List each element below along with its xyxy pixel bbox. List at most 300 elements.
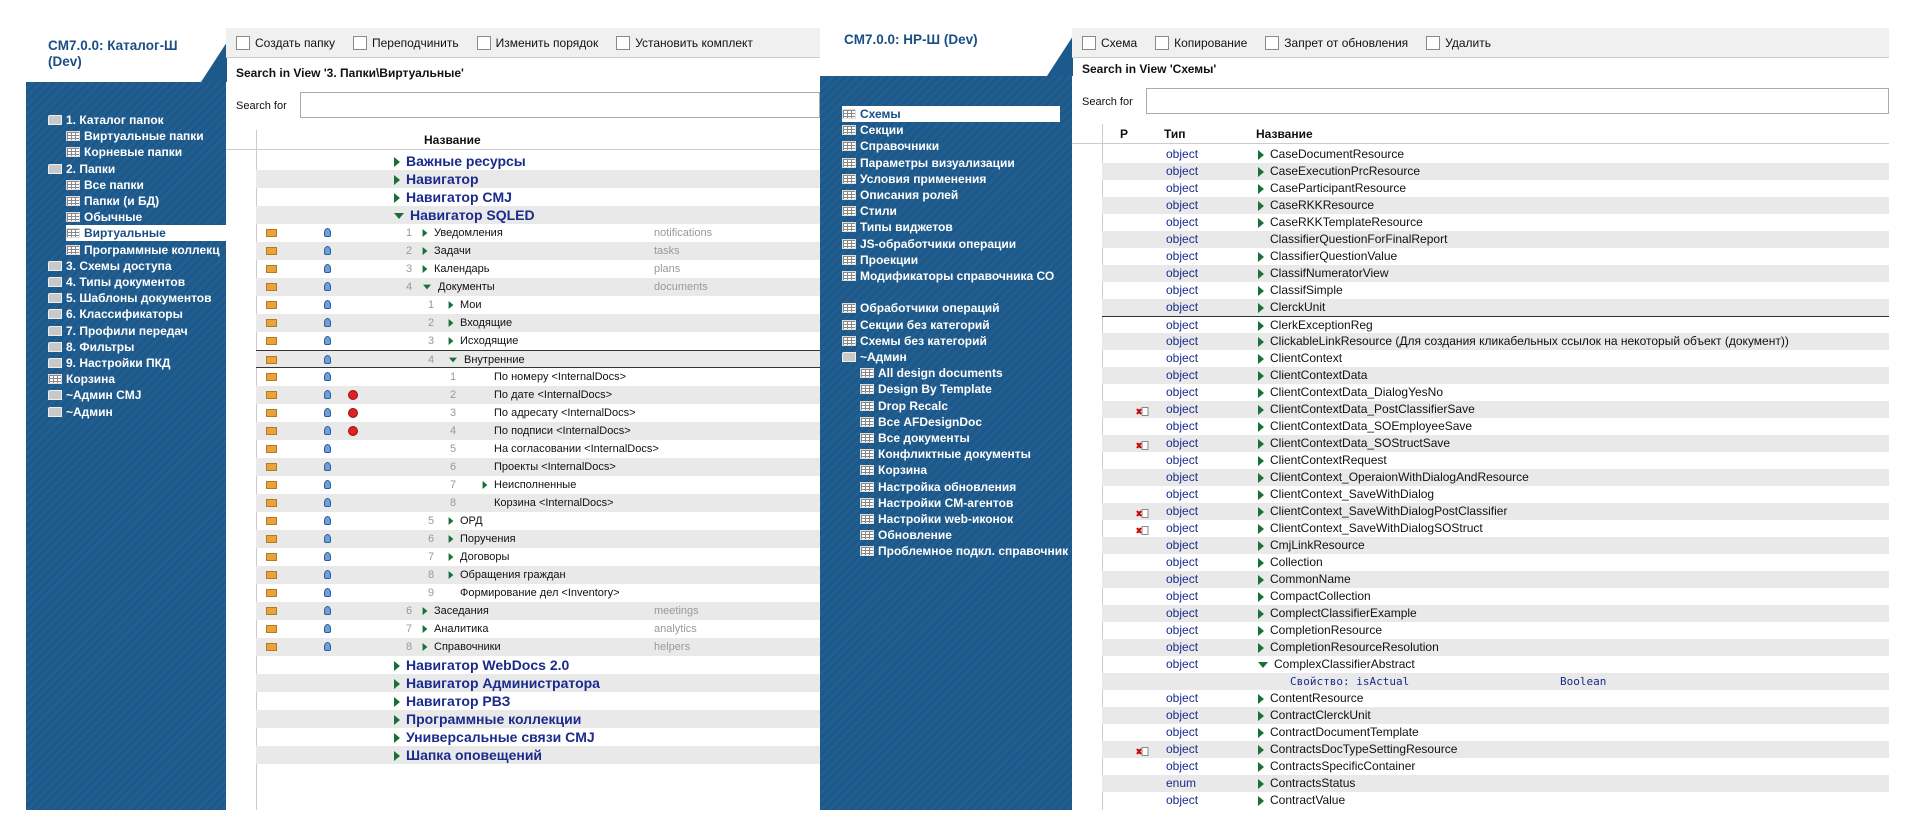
row-label-wrap	[448, 332, 518, 350]
table-row[interactable]	[1102, 588, 1889, 605]
table-row[interactable]	[1102, 418, 1889, 435]
table-row[interactable]	[1102, 316, 1889, 333]
expand-right-icon[interactable]	[423, 607, 428, 615]
nav-item[interactable]	[66, 193, 159, 209]
row-number: 9	[428, 587, 435, 599]
table-row[interactable]	[1102, 435, 1889, 452]
row-name: ClientContextData_SOEmployeeSave	[1270, 419, 1473, 433]
expand-right-icon[interactable]	[1258, 388, 1264, 398]
table-row[interactable]	[256, 224, 820, 242]
table-row[interactable]	[256, 656, 820, 674]
grid-icon	[842, 336, 856, 346]
table-row[interactable]	[256, 314, 820, 332]
nav-item[interactable]	[66, 128, 204, 144]
nav-item-label: 1. Каталог папок	[66, 113, 164, 127]
table-row[interactable]	[1102, 537, 1889, 554]
left-col-name-header[interactable]: Название	[424, 133, 481, 147]
nav-item[interactable]	[860, 527, 952, 543]
folder-icon	[48, 326, 62, 336]
row-name-wrap	[1258, 350, 1342, 367]
row-name-wrap	[1258, 639, 1439, 656]
nav-item[interactable]	[860, 543, 1068, 559]
table-row[interactable]	[1102, 214, 1889, 231]
left-search-input[interactable]	[300, 92, 820, 118]
table-row[interactable]	[256, 278, 820, 296]
row-label: Корзина <InternalDocs>	[494, 497, 614, 509]
expand-right-icon[interactable]	[1258, 218, 1264, 228]
row-type: object	[1166, 164, 1199, 178]
pin-icon	[324, 642, 331, 651]
expand-right-icon[interactable]	[394, 715, 400, 725]
table-row[interactable]	[256, 206, 820, 224]
row-label: Входящие	[460, 317, 513, 329]
row-label: Важные ресурсы	[406, 153, 526, 169]
nav-item[interactable]	[48, 387, 141, 403]
nav-item-label: Модификаторы справочника СО	[860, 269, 1055, 283]
expand-right-icon[interactable]	[1258, 405, 1264, 415]
row-label-wrap	[422, 260, 490, 278]
row-type: object	[1166, 657, 1199, 671]
table-row[interactable]	[1102, 231, 1889, 248]
folder-icon	[266, 319, 277, 327]
folder-icon	[266, 283, 277, 291]
expand-right-icon[interactable]	[394, 697, 400, 707]
row-type: object	[1166, 793, 1199, 807]
table-row[interactable]	[1102, 486, 1889, 503]
nav-item[interactable]	[860, 446, 1031, 462]
error-doc-icon	[1136, 507, 1149, 517]
table-row[interactable]	[1102, 163, 1889, 180]
table-row[interactable]	[1102, 741, 1889, 758]
left-grid-rows	[256, 152, 820, 810]
expand-right-icon[interactable]	[1258, 422, 1264, 432]
table-row[interactable]	[1102, 299, 1889, 316]
table-row[interactable]	[256, 530, 820, 548]
row-label-wrap	[394, 692, 510, 710]
nav-item-label: Настройка обновления	[878, 479, 1017, 494]
table-row[interactable]	[1102, 707, 1889, 724]
row-name-wrap	[1258, 486, 1434, 503]
table-row[interactable]	[1102, 503, 1889, 520]
row-label: Навигатор РВЗ	[406, 693, 511, 709]
expand-right-icon[interactable]	[1258, 490, 1264, 500]
row-type: object	[1166, 351, 1199, 365]
toolbar-button[interactable]	[1265, 36, 1408, 50]
row-number: 4	[406, 281, 413, 293]
expand-right-icon[interactable]	[483, 481, 488, 489]
row-number: 1	[428, 299, 435, 311]
right-col-p-header[interactable]: P	[1120, 127, 1129, 141]
table-row[interactable]	[256, 404, 820, 422]
row-number: 7	[450, 479, 457, 491]
nav-item[interactable]	[48, 306, 183, 322]
table-row[interactable]	[1102, 775, 1889, 792]
expand-right-icon[interactable]	[1258, 507, 1264, 517]
row-label: Шапка оповещений	[406, 747, 543, 763]
table-row[interactable]	[256, 296, 820, 314]
expand-right-icon[interactable]	[1258, 609, 1264, 619]
table-row[interactable]	[1102, 690, 1889, 707]
expand-right-icon[interactable]	[1258, 439, 1264, 449]
table-row[interactable]	[1102, 792, 1889, 809]
row-label: Навигатор SQLED	[410, 207, 535, 223]
table-row[interactable]	[1102, 639, 1889, 656]
table-row[interactable]	[1102, 469, 1889, 486]
folder-icon	[48, 358, 62, 368]
expand-right-icon[interactable]	[1258, 321, 1264, 331]
table-row[interactable]	[256, 188, 820, 206]
right-search-input[interactable]	[1146, 88, 1889, 114]
expand-right-icon[interactable]	[1258, 354, 1264, 364]
table-row[interactable]	[1102, 520, 1889, 537]
toolbar-button[interactable]	[477, 36, 599, 50]
row-type: object	[1166, 385, 1199, 399]
left-content	[226, 28, 820, 810]
table-row[interactable]	[1102, 265, 1889, 282]
expand-right-icon[interactable]	[1258, 626, 1264, 636]
expand-right-icon[interactable]	[423, 625, 428, 633]
row-label-wrap	[482, 404, 636, 422]
expand-right-icon[interactable]	[1258, 779, 1264, 789]
nav-item[interactable]	[860, 479, 1016, 495]
nav-item[interactable]	[48, 339, 134, 355]
toolbar-button[interactable]	[1426, 36, 1491, 50]
row-label-wrap	[394, 656, 569, 674]
right-sidebar	[820, 28, 1072, 810]
expand-right-icon[interactable]	[1258, 796, 1264, 806]
row-name: Collection	[1270, 555, 1323, 569]
row-label: Мои	[460, 299, 482, 311]
table-row[interactable]	[256, 458, 820, 476]
nav-item[interactable]	[842, 349, 907, 365]
right-col-type-header[interactable]: Тип	[1164, 127, 1186, 141]
expand-right-icon[interactable]	[394, 175, 400, 185]
table-row[interactable]	[256, 548, 820, 566]
table-row[interactable]	[256, 422, 820, 440]
nav-item-label: Настройки CM-агентов	[878, 495, 1014, 510]
row-number: 2	[406, 245, 413, 257]
expand-right-icon[interactable]	[423, 247, 428, 255]
table-row[interactable]	[256, 566, 820, 584]
expand-right-icon[interactable]	[1258, 643, 1264, 653]
grid-icon	[842, 222, 856, 232]
table-row[interactable]	[1102, 282, 1889, 299]
expand-right-icon[interactable]	[449, 535, 454, 543]
expand-right-icon[interactable]	[1258, 150, 1264, 160]
row-type: enum	[1166, 776, 1197, 790]
folder-open-icon	[48, 115, 62, 125]
grid-icon	[860, 401, 874, 411]
nav-item[interactable]	[860, 365, 1003, 381]
table-row[interactable]	[1102, 180, 1889, 197]
nav-item[interactable]	[48, 112, 164, 128]
expand-right-icon[interactable]	[394, 193, 400, 203]
grid-icon	[66, 228, 80, 238]
table-row[interactable]	[256, 584, 820, 602]
row-name-wrap	[1258, 707, 1371, 724]
expand-right-icon[interactable]	[1258, 575, 1264, 585]
expand-right-icon[interactable]	[423, 643, 428, 651]
nav-item[interactable]	[66, 209, 142, 225]
expand-right-icon[interactable]	[1258, 337, 1264, 347]
expand-right-icon[interactable]	[1258, 201, 1264, 211]
toolbar-action-icon	[236, 36, 250, 50]
row-name: ContractDocumentTemplate	[1270, 725, 1419, 739]
table-row[interactable]	[256, 512, 820, 530]
expand-right-icon[interactable]	[394, 157, 400, 167]
table-row[interactable]	[256, 728, 820, 746]
row-name: ContractValue	[1270, 793, 1346, 807]
expand-right-icon[interactable]	[1258, 762, 1264, 772]
expand-down-icon[interactable]	[1258, 662, 1268, 668]
nav-item[interactable]	[48, 258, 172, 274]
nav-item-label: Справочники	[860, 139, 940, 154]
nav-item[interactable]	[48, 290, 212, 306]
nav-item[interactable]	[66, 225, 226, 241]
expand-down-icon[interactable]	[394, 213, 404, 219]
row-name: CaseRKKResource	[1270, 198, 1375, 212]
pin-icon	[324, 372, 331, 381]
table-row[interactable]	[1102, 724, 1889, 741]
row-name: ClassifSimple	[1270, 283, 1343, 297]
row-label-wrap	[422, 242, 471, 260]
grid-icon	[842, 271, 856, 281]
table-row[interactable]	[1102, 605, 1889, 622]
table-row[interactable]	[1102, 571, 1889, 588]
row-label-wrap	[448, 566, 566, 584]
nav-item[interactable]	[66, 242, 220, 258]
row-label-wrap	[422, 278, 495, 296]
expand-right-icon[interactable]	[1258, 711, 1264, 721]
nav-item[interactable]	[48, 371, 115, 387]
nav-item-label: 3. Схемы доступа	[66, 258, 172, 273]
table-row[interactable]	[256, 692, 820, 710]
row-name: CompactCollection	[1270, 589, 1371, 603]
expand-right-icon[interactable]	[1258, 694, 1264, 704]
table-row[interactable]	[256, 350, 820, 368]
expand-right-icon[interactable]	[1258, 167, 1264, 177]
folder-icon	[48, 342, 62, 352]
toolbar-button-label: Копирование	[1174, 35, 1248, 50]
row-name: ClientContextData_DialogYesNo	[1270, 385, 1443, 399]
toolbar-action-icon	[1155, 36, 1169, 50]
folder-icon	[266, 553, 277, 561]
table-row[interactable]	[256, 602, 820, 620]
expand-right-icon[interactable]	[449, 319, 454, 327]
row-label: Справочники	[434, 641, 501, 653]
nav-item[interactable]	[842, 333, 987, 349]
table-row[interactable]	[1102, 384, 1889, 401]
nav-item[interactable]	[48, 323, 188, 339]
error-doc-icon	[1136, 745, 1149, 755]
table-row[interactable]	[256, 260, 820, 278]
expand-right-icon[interactable]	[394, 733, 400, 743]
nav-item[interactable]	[48, 355, 170, 371]
nav-item[interactable]	[860, 462, 927, 478]
pin-icon	[324, 534, 331, 543]
nav-item[interactable]	[842, 203, 897, 219]
nav-item-label: Параметры визуализации	[860, 155, 1015, 170]
expand-right-icon[interactable]	[1258, 252, 1264, 262]
row-name: ComplectClassifierExample	[1270, 606, 1417, 620]
toolbar-button[interactable]	[236, 36, 335, 50]
table-row[interactable]	[256, 332, 820, 350]
nav-item[interactable]	[842, 106, 1060, 122]
table-row[interactable]	[1102, 452, 1889, 469]
nav-item[interactable]	[842, 138, 939, 154]
grid-icon	[860, 368, 874, 378]
right-window	[820, 28, 1889, 810]
pin-icon	[324, 426, 331, 435]
right-toolbar	[1072, 28, 1889, 58]
table-row[interactable]	[1102, 333, 1889, 350]
table-row[interactable]	[256, 242, 820, 260]
table-row[interactable]	[256, 386, 820, 404]
table-row[interactable]	[256, 746, 820, 764]
expand-right-icon[interactable]	[1258, 184, 1264, 194]
expand-right-icon[interactable]	[394, 751, 400, 761]
table-row[interactable]	[256, 710, 820, 728]
row-name-wrap	[1258, 299, 1325, 316]
folder-icon	[266, 535, 277, 543]
row-label: Навигатор Администратора	[406, 675, 600, 691]
nav-item[interactable]	[66, 144, 182, 160]
nav-item-label: 8. Фильтры	[66, 339, 135, 354]
expand-right-icon[interactable]	[1258, 303, 1264, 313]
row-label: Программные коллекции	[406, 711, 582, 727]
table-row[interactable]	[1102, 248, 1889, 265]
nav-item-label: 5. Шаблоны документов	[66, 291, 212, 306]
table-row[interactable]	[1102, 401, 1889, 418]
table-row[interactable]	[256, 152, 820, 170]
folder-icon	[266, 463, 277, 471]
table-row[interactable]	[256, 368, 820, 386]
nav-item[interactable]	[842, 122, 903, 138]
nav-item-label: Обычные	[84, 210, 143, 225]
toolbar-button[interactable]	[1155, 36, 1247, 50]
expand-right-icon[interactable]	[1258, 558, 1264, 568]
nav-item-label: Секции	[860, 123, 904, 138]
nav-item[interactable]	[842, 155, 1015, 171]
nav-item[interactable]	[860, 414, 982, 430]
expand-right-icon[interactable]	[394, 679, 400, 689]
nav-item[interactable]	[860, 381, 992, 397]
expand-right-icon[interactable]	[1258, 592, 1264, 602]
expand-right-icon[interactable]	[1258, 524, 1264, 534]
row-alias: meetings	[654, 605, 699, 617]
nav-item-label: Все AFDesignDoc	[878, 414, 983, 429]
nav-item[interactable]	[66, 177, 144, 193]
nav-item[interactable]	[48, 274, 185, 290]
expand-right-icon[interactable]	[1258, 745, 1264, 755]
nav-item[interactable]	[48, 161, 115, 177]
expand-right-icon[interactable]	[449, 517, 454, 525]
expand-right-icon[interactable]	[423, 229, 428, 237]
table-row[interactable]	[1102, 673, 1889, 690]
row-type: object	[1166, 555, 1199, 569]
nav-item[interactable]	[842, 252, 918, 268]
table-row[interactable]	[256, 476, 820, 494]
expand-right-icon[interactable]	[1258, 456, 1264, 466]
table-row[interactable]	[256, 440, 820, 458]
folder-icon	[266, 499, 277, 507]
toolbar-button[interactable]	[1082, 36, 1137, 50]
expand-right-icon[interactable]	[1258, 286, 1264, 296]
table-row[interactable]	[1102, 622, 1889, 639]
nav-item[interactable]	[842, 171, 986, 187]
grid-icon	[842, 303, 856, 313]
expand-down-icon[interactable]	[449, 358, 457, 363]
nav-item[interactable]	[860, 398, 948, 414]
expand-right-icon[interactable]	[449, 553, 454, 561]
row-type: object	[1166, 318, 1199, 332]
toolbar-button-label: Создать папку	[255, 35, 335, 50]
nav-item[interactable]	[842, 187, 958, 203]
expand-right-icon[interactable]	[423, 265, 428, 273]
nav-item[interactable]	[48, 404, 113, 420]
grid-icon	[842, 255, 856, 265]
toolbar-action-icon	[1426, 36, 1440, 50]
expand-right-icon[interactable]	[449, 571, 454, 579]
right-col-name-header[interactable]: Название	[1256, 127, 1313, 141]
nav-item[interactable]	[842, 236, 1016, 252]
nav-item[interactable]	[860, 430, 970, 446]
toolbar-button[interactable]	[616, 36, 753, 50]
table-row[interactable]	[1102, 554, 1889, 571]
expand-right-icon[interactable]	[394, 661, 400, 671]
folder-icon	[266, 356, 277, 364]
table-row[interactable]	[256, 638, 820, 656]
row-name: ContractsDocTypeSettingResource	[1270, 742, 1458, 756]
table-row[interactable]	[256, 170, 820, 188]
row-type: object	[1166, 470, 1199, 484]
nav-item[interactable]	[842, 317, 990, 333]
table-row[interactable]	[256, 620, 820, 638]
row-name: CaseParticipantResource	[1270, 181, 1407, 195]
expand-right-icon[interactable]	[449, 301, 454, 309]
table-row[interactable]	[256, 494, 820, 512]
table-row[interactable]	[1102, 197, 1889, 214]
toolbar-button[interactable]	[353, 36, 459, 50]
toolbar-button-label: Переподчинить	[372, 35, 459, 50]
expand-right-icon[interactable]	[1258, 371, 1264, 381]
expand-right-icon[interactable]	[1258, 269, 1264, 279]
row-label: Задачи	[434, 245, 471, 257]
table-row[interactable]	[1102, 146, 1889, 163]
expand-down-icon[interactable]	[423, 285, 431, 290]
table-row[interactable]	[1102, 350, 1889, 367]
nav-item[interactable]	[860, 511, 1013, 527]
nav-item[interactable]	[842, 300, 1000, 316]
nav-item[interactable]	[842, 268, 1054, 284]
expand-right-icon[interactable]	[1258, 541, 1264, 551]
table-row[interactable]	[1102, 656, 1889, 673]
row-number: 6	[406, 605, 413, 617]
expand-right-icon[interactable]	[1258, 728, 1264, 738]
pin-icon	[324, 588, 331, 597]
row-type: object	[1166, 759, 1199, 773]
grid-icon	[66, 245, 80, 255]
expand-right-icon[interactable]	[1258, 473, 1264, 483]
table-row[interactable]	[1102, 367, 1889, 384]
nav-item[interactable]	[860, 495, 1013, 511]
expand-right-icon[interactable]	[449, 337, 454, 345]
right-grid-header	[1072, 124, 1889, 144]
grid-icon	[860, 482, 874, 492]
table-row[interactable]	[1102, 758, 1889, 775]
table-row[interactable]	[256, 674, 820, 692]
nav-item[interactable]	[842, 219, 953, 235]
